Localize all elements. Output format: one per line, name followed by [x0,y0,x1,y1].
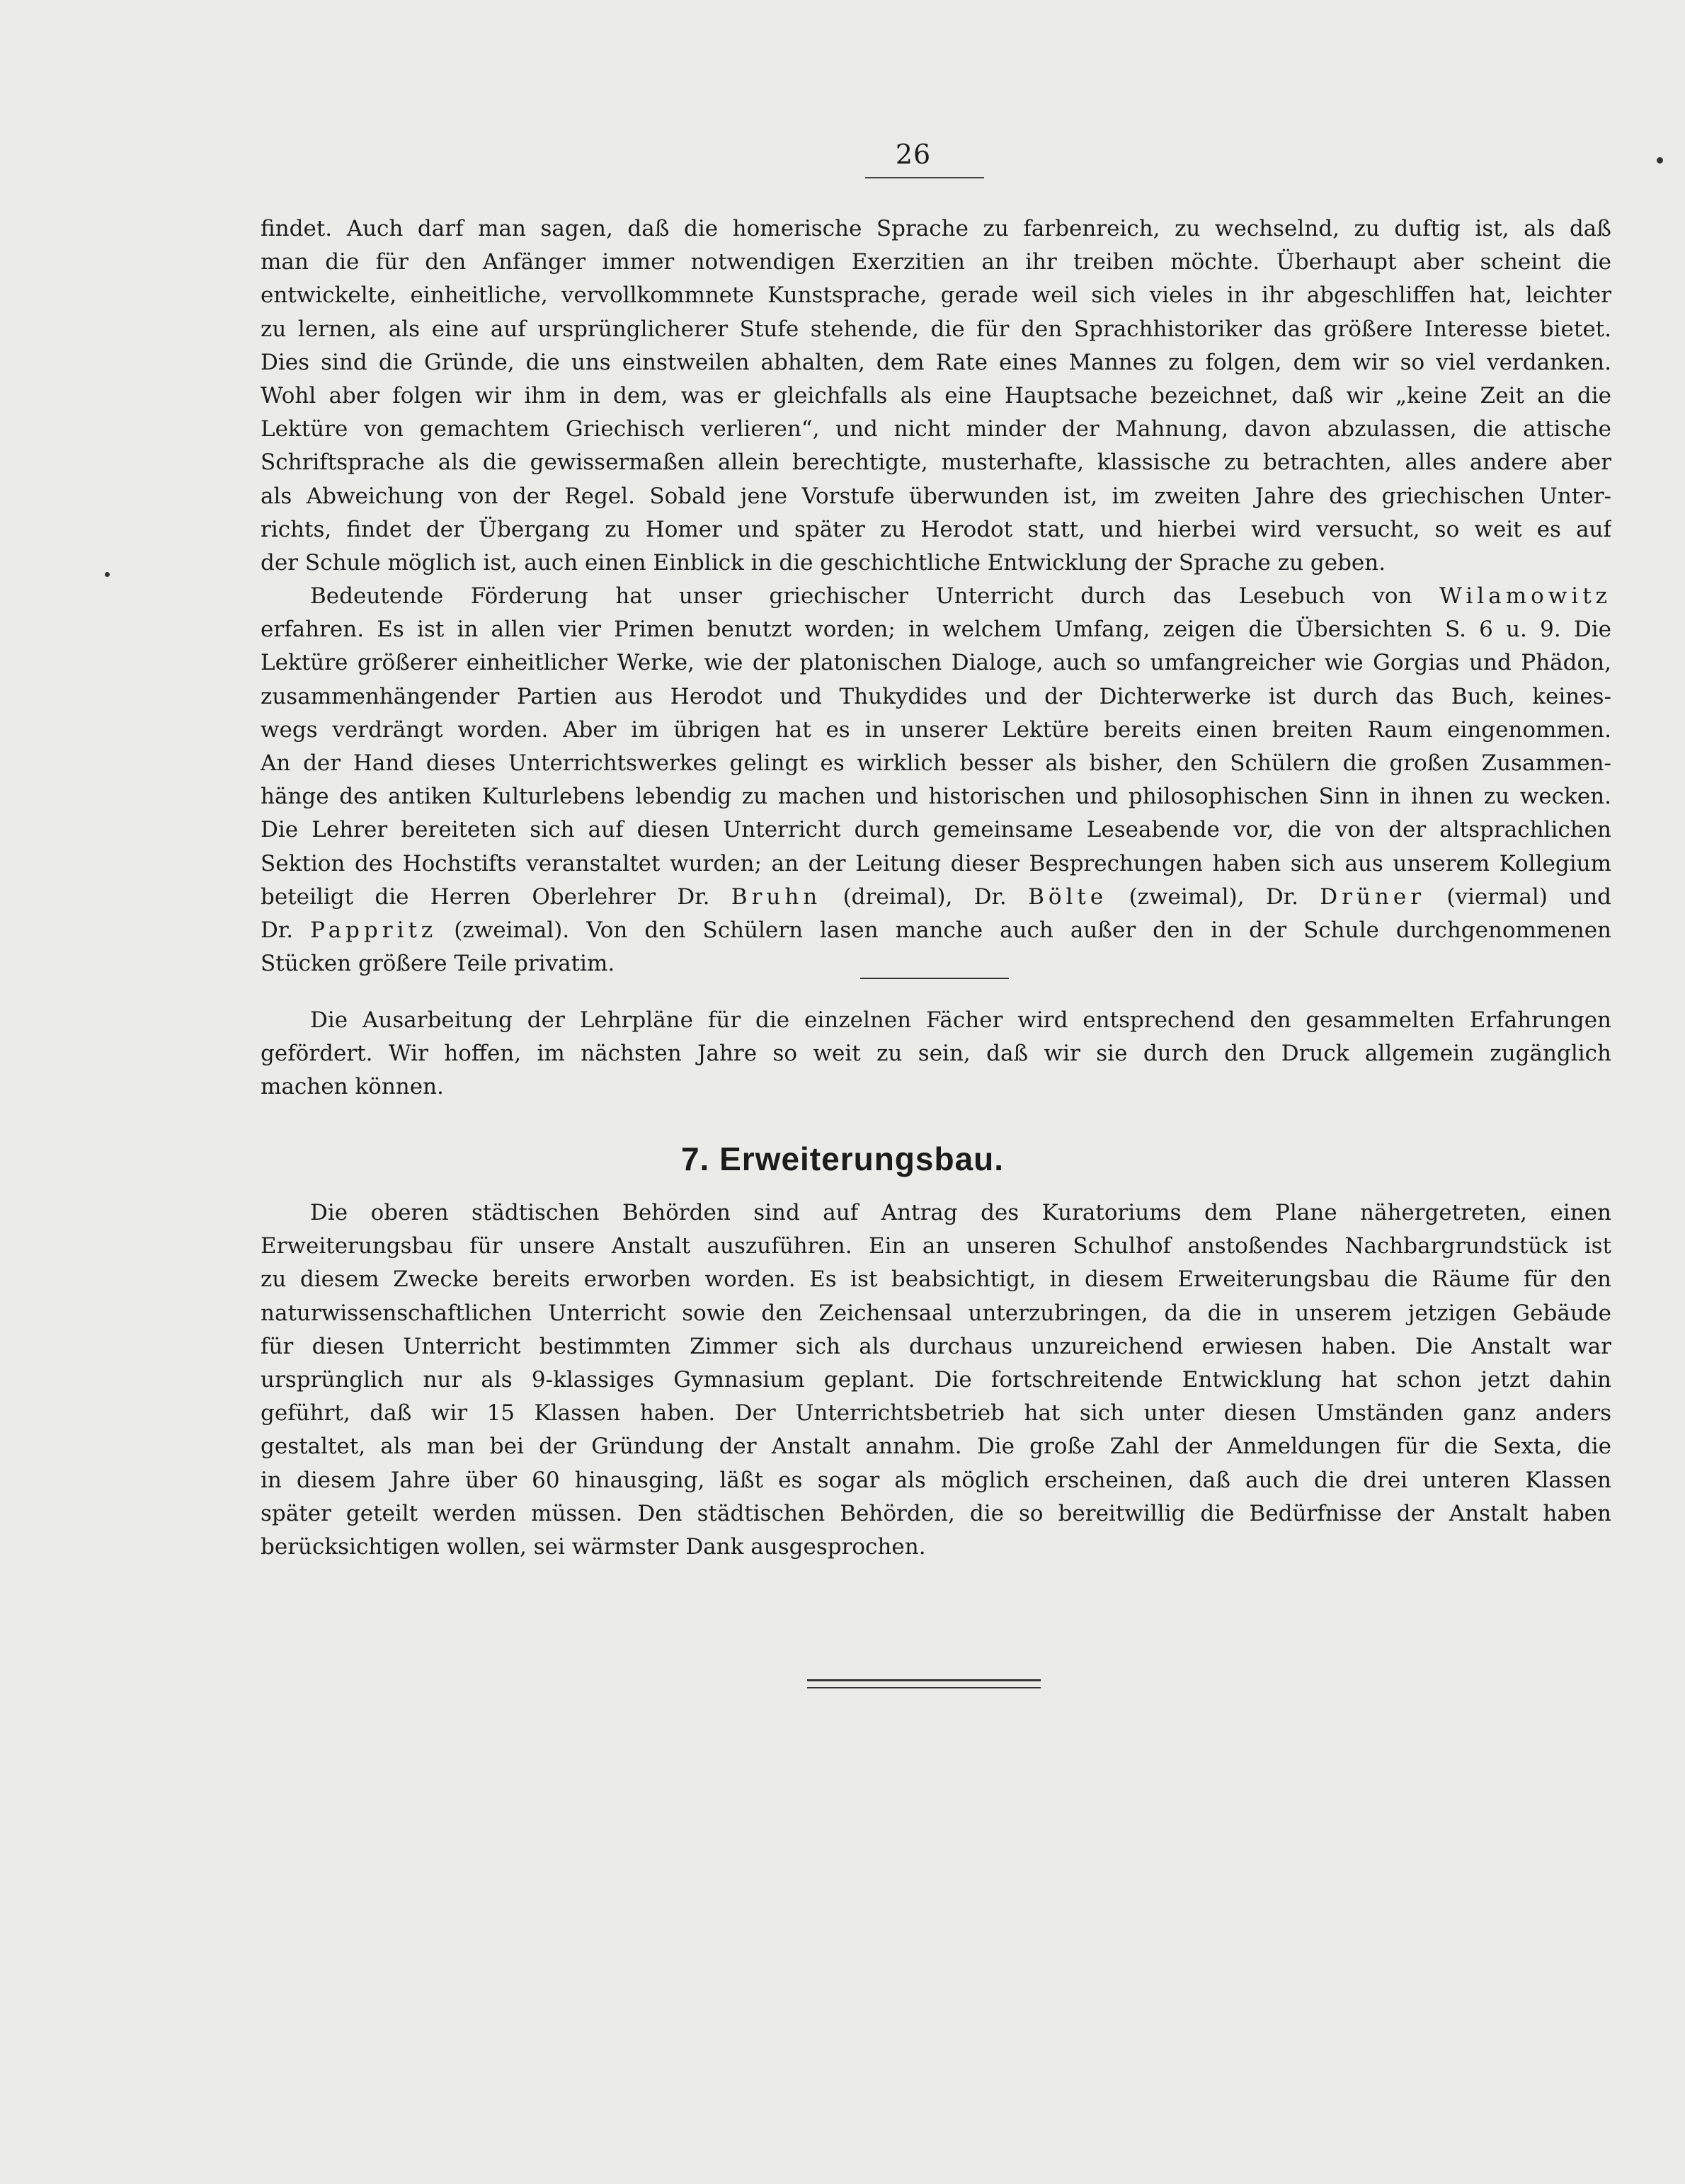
text-line: richts, findet der Übergang zu Homer und später zu Herodot statt, und hierbei wird versucht, so weit es auf [261,516,1611,542]
text-line: gestaltet, als man bei der Gründung der Anstalt annahm. Die große Zahl der Anmeldungen für die Sexta, die [261,1434,1611,1460]
text-line: An der Hand dieses Unterrichtswerkes gelingt es wirklich besser als bisher, den Schülern die großen Zusammen- [261,750,1611,777]
text-line: Die Lehrer bereiteten sich auf diesen Unterricht durch gemeinsame Leseabende vor, die von der altsprachlichen [261,817,1611,843]
paragraph-3 [261,1004,1611,1104]
text-line: zu diesem Zwecke bereits erworben worden. Es ist beabsichtigt, in diesem Erweiterungsbau die Räume für den [261,1267,1611,1293]
text-line: findet. Auch darf man sagen, daß die homerische Sprache zu farbenreich, zu wechselnd, zu duftig ist, als daß [261,216,1611,241]
text-line: der Schule möglich ist, auch einen Einblick in die geschichtliche Entwicklung der Sprache zu geben. [261,550,1386,576]
text-line: Stücken größere Teile privatim. [261,951,615,977]
text-line: zusammenhängender Partien aus Herodot und Thukydides und der Dichterwerke ist durch das Buch, keines- [261,683,1611,709]
text-line: für diesen Unterricht bestimmten Zimmer sich als durchaus unzureichend erwiesen haben. Die Anstalt war [261,1333,1611,1359]
paragraph-1 [261,212,1611,580]
text-line: Sektion des Hochstifts veranstaltet wurden; an der Leitung dieser Besprechungen haben sich aus unserem Kollegium [261,850,1611,876]
text-line: wegs verdrängt worden. Aber im übrigen hat es in unserer Lektüre bereits einen breiten Raum eingenommen. [261,716,1611,743]
text-line [261,881,1611,914]
separator-rule [860,978,1009,979]
teacher-name: Drüner [1320,884,1426,910]
text-line: ursprünglich nur als 9-klassiges Gymnasium geplant. Die fortschreitende Entwicklung hat schon jetzt dahin [261,1367,1611,1393]
text-line: gefördert. Wir hoffen, im nächsten Jahre so weit zu sein, daß wir sie durch den Druck allgemein zugänglich [261,1041,1611,1067]
text-fragment: beteiligt die Herren Oberlehrer Dr. [261,884,710,910]
teacher-name: Pappritz [310,917,438,944]
speck [1657,157,1663,164]
text-line: Wohl aber folgen wir ihm in dem, was er gleichfalls als eine Hauptsache bezeichnet, daß wir „keine Zeit an die [261,383,1611,409]
text-line [261,914,1611,947]
text-line: später geteilt werden müssen. Den städtischen Behörden, die so bereitwillig die Bedürfnisse der Anstalt haben [261,1500,1611,1526]
text-line: machen können. [261,1074,444,1100]
text-line: berücksichtigen wollen, sei wärmster Dank ausgesprochen. [261,1534,926,1560]
text-fragment: (dreimal), Dr. [842,884,1007,910]
paragraph-4 [261,1196,1611,1564]
text-line: in diesem Jahre über 60 hinausging, läßt es sogar als möglich erscheinen, daß auch die drei unteren Klassen [261,1467,1611,1493]
text-line: zu lernen, als eine auf ursprünglicherer Stufe stehende, die für den Sprachhistoriker das größere Interesse bietet. [261,316,1611,342]
author-name: Wilamowitz [1439,583,1611,609]
text-line: Die oberen städtischen Behörden sind auf Antrag des Kuratoriums dem Plane nähergetreten, einen [310,1200,1611,1225]
page-number-rule [865,177,984,178]
text-line: Lektüre von gemachtem Griechisch verlieren“, und nicht minder der Mahnung, davon abzulassen, die attische [261,416,1611,442]
text-fragment: (zweimal), Dr. [1129,884,1298,910]
end-double-rule [807,1679,1041,1688]
section-heading: 7. Erweiterungsbau. [680,1140,1005,1177]
text-fragment: Bedeutende Förderung hat unser griechischer Unterricht durch das Lesebuch von [310,583,1412,609]
text-fragment: Dr. [261,917,294,944]
text-line: erfahren. Es ist in allen vier Primen benutzt worden; in welchem Umfang, zeigen die Übersichten S. 6 u. 9. Die [261,617,1611,643]
text-fragment: (zweimal). Von den Schülern lasen manche auch außer den in der Schule durchgenommenen [454,917,1611,944]
text-line [261,580,1611,613]
text-line: Lektüre größerer einheitlicher Werke, wie der platonischen Dialoge, auch so umfangreicher wie Gorgias und Phädon, [261,650,1611,676]
speck [105,572,110,577]
text-line: entwickelte, einheitliche, vervollkommnete Kunstsprache, gerade weil sich vieles in ihr abgeschliffen hat, leichter [261,282,1611,309]
teacher-name: Bölte [1028,884,1108,910]
text-line: Die Ausarbeitung der Lehrpläne für die einzelnen Fächer wird entsprechend den gesammelten Erfahrungen [310,1007,1611,1033]
text-line: Schriftsprache als die gewissermaßen allein berechtigte, musterhafte, klassische zu betrachten, alles andere aber [261,450,1611,476]
paragraph-2 [261,580,1611,980]
page-number: 26 [895,139,932,170]
text-line: man die für den Anfänger immer notwendigen Exerzitien an ihr treiben möchte. Überhaupt aber scheint die [261,249,1611,275]
text-line: Dies sind die Gründe, die uns einstweilen abhalten, dem Rate eines Mannes zu folgen, dem wir so viel verdanken. [261,349,1611,375]
text-line: als Abweichung von der Regel. Sobald jene Vorstufe überwunden ist, im zweiten Jahre des griechischen Unter- [261,483,1611,509]
teacher-name: Bruhn [731,884,822,910]
text-line: hänge des antiken Kulturlebens lebendig zu machen und historischen und philosophischen Sinn in ihnen zu wecken. [261,784,1611,810]
text-line: naturwissenschaftlichen Unterricht sowie den Zeichensaal unterzubringen, da die in unserem jetzigen Gebäude [261,1300,1611,1326]
text-line: Erweiterungsbau für unsere Anstalt auszuführen. Ein an unseren Schulhof anstoßendes Nachbargrundstück ist [261,1233,1611,1259]
text-line: geführt, daß wir 15 Klassen haben. Der Unterrichtsbetrieb hat sich unter diesen Umständen ganz anders [261,1400,1611,1427]
text-fragment: (viermal) und [1446,884,1611,910]
